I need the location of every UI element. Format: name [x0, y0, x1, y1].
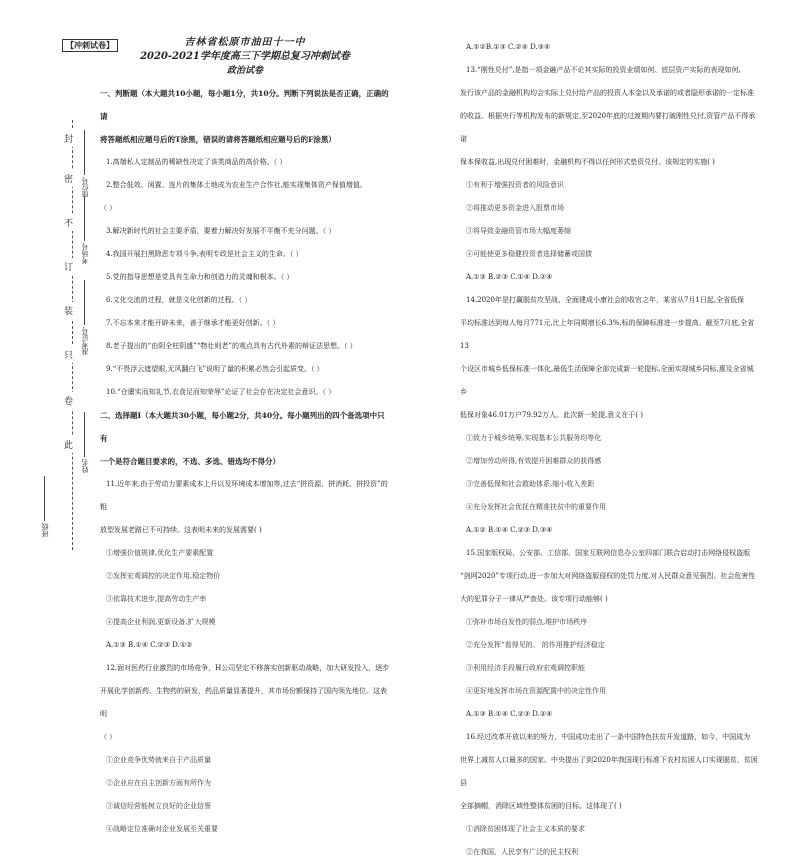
option: ④可能使更多稳健投资者选择储蓄或国债 [466, 250, 592, 258]
option: ③依靠技术进步,提高劳动生产率 [106, 595, 207, 603]
question: 11.近年来,由于劳动力要素成本上升以及环境成本增加等,过去“拼资源、拼消耗、拼投资”的粗 [100, 480, 388, 511]
admission-ticket-field[interactable]: 准考证号 [80, 280, 90, 355]
answer-choices: A.①②B.①③ C.②④ D.③④ [466, 43, 551, 51]
binding-strip [0, 0, 92, 794]
subject-title: 政治试卷 [226, 66, 263, 76]
exam-tag: 【冲刺试卷】 [62, 39, 118, 52]
question: 世界上减贫人口最多的国家。中央提出了到2020年我国现行标准下农村贫困人口实现脱贫，贫困县 [460, 756, 758, 787]
option: ③将导致金融资管市场大幅度萎缩 [466, 227, 571, 235]
school-title: 吉林省松原市油田十一中 [184, 37, 306, 48]
option: ①弥补市场自发性的弱点,维护市场秩序 [466, 618, 588, 626]
seat-number-field[interactable]: 座位号 [80, 130, 90, 198]
question: 14.2020年是打赢脱贫攻坚战、全面建成小康社会的收官之年，某省从7月1日起,全省低保 [466, 296, 745, 304]
question: 9.“不畏浮云遮望眼,无风翻白飞”说明了量的积累必然会引起质变。（ ） [106, 365, 324, 373]
binding-char: 订 [64, 258, 73, 275]
question: （ ） [100, 733, 117, 741]
option: ①有利于增强投资者的风险意识 [466, 181, 564, 189]
question: 5.党的指导思想是党具有生命力和创造力的灵魂和根本。（ ） [106, 273, 294, 281]
question: 16.经过改革开放以来的努力，中国成功走出了一条中国特色扶贫开发道路，如今，中国成为 [466, 733, 751, 741]
option: ③诚信经营能树立良好的企业信誉 [106, 802, 211, 810]
option: ②发挥宏观调控的决定作用,稳定物价 [106, 572, 221, 580]
binding-char: 装 [64, 302, 73, 319]
option: ③完善低保和社会救助体系,缩小收入差距 [466, 480, 595, 488]
exam-room-field[interactable]: 考场号 [80, 196, 90, 264]
option: ①增强价值规律,优化生产要素配置 [106, 549, 214, 557]
option: ①企业竞争优势就来自于产品质量 [106, 756, 211, 764]
option: ①消除贫困体现了社会主义本质的要求 [466, 825, 585, 833]
option: ②充分发挥“看得见的、 的作用推护经济稳定 [466, 641, 605, 649]
option: ②将推动更多资金进入股票市场 [466, 204, 564, 212]
binding-char: 封 [64, 130, 73, 147]
question: “剑网2020”专项行动,进一步加大对网络盗版侵权的处罚力度,对人民群众意见强烈、社会危害性 [460, 572, 756, 580]
option: ④更好地发挥市场在资源配置中的决定性作用 [466, 687, 606, 695]
binding-char: 只 [64, 346, 73, 363]
left-column [100, 36, 390, 841]
section-heading: 将答题纸相应题号后的T涂黑，错误的请将答题纸相应题号后的F涂黑） [100, 135, 336, 144]
option: ②企业应在自主创新方面有所作为 [106, 779, 211, 787]
answer-choices: A.①③ B.①④ C.②③ D.②④ [466, 710, 553, 718]
option: ④充分发挥社会优抚在精准扶贫中的重要作用 [466, 503, 606, 511]
question: 12.面对医药行业激烈的市场竞争，H公司坚定不移落实创新驱动战略，加大研发投入，逐步 [106, 664, 390, 672]
section-heading: 一个是符合题目要求的，不选、多选、错选均不得分） [100, 457, 280, 466]
question: 发行该产品的金融机构均会实际上兑付给产品的投资人本金以及承诺的或者隐形承诺的一定标准 [460, 89, 754, 97]
question: 保本保收益,出现兑付困难时，金融机构不得以任何形式垫资兑付。该规定的实施( ) [460, 158, 715, 166]
option: ④战略定位准确对企业发展至关重要 [106, 825, 218, 833]
question: 13.“刚性兑付”,是指一项金融产品不论其实际的投资业绩如何、底层资产实际的表现如何, [466, 66, 741, 74]
class-field[interactable]: 班级 [40, 476, 50, 537]
question: 1.高端私人定制品的稀缺性决定了该类商品的高价格。（ ） [106, 158, 287, 166]
question: 7.不忘本来才能开辟未来，善于继承才能更好创新。（ ） [106, 319, 280, 327]
binding-char: 此 [64, 436, 73, 453]
option: ②增加劳动所得,有效提升困难群众的获得感 [466, 457, 602, 465]
right-column [460, 36, 760, 864]
question: 15.国家版权局、公安部、工信部、国家互联网信息办公室四部门联合启动打击网络侵权盗版 [466, 549, 751, 557]
question: 低保对象46.01万户79.92万人。此次新一轮提,意义在于( ) [460, 411, 643, 419]
question: 全部摘帽，消除区域性整体贫困的目标。这体现了( ) [460, 802, 622, 810]
option: ①致力于城乡统筹,实现基本公共服务均等化 [466, 434, 602, 442]
option: ④提高企业利润,更新设备,扩大规模 [106, 618, 216, 626]
question: 8.老子提出的“由阴全柱阴盛”“物壮则老”的观点具有古代朴素的辩证法思想。（ ） [106, 342, 357, 350]
question: 10.“仓廪实而知礼节,衣食足而知荣辱”论证了社会存在决定社会意识。（ ） [106, 388, 336, 396]
question: 4.我国开展扫黑除恶专项斗争,表明专政是社会主义的生命。（ ） [106, 250, 303, 258]
question: 3.解决新时代的社会主要矛盾，要着力解决好发展不平衡不充分问题。（ ） [106, 227, 336, 235]
exam-title: 2020-2021学年度高三下学期总复习冲刺试卷 [140, 51, 350, 62]
option: ②在我国，人民享有广泛的民主权利 [466, 848, 578, 856]
question: 大的犯罪分子一律从严查处。该专项行动能够( ) [460, 595, 608, 603]
binding-char: 不 [64, 214, 73, 231]
binding-char: 卷 [64, 392, 73, 409]
question: 的收益。根据央行等机构发布的新规定,至2020年底的过渡期内要打破刚性兑付,资管产品不得承诺 [460, 112, 756, 143]
question: 6.文化交流的过程，就是文化创新的过程。（ ） [106, 296, 252, 304]
answer-choices: A.①② B.①④ C.②③ D.③④ [466, 526, 553, 534]
option: ③利用经济手段履行政府宏观调控职能 [466, 664, 585, 672]
binding-char: 密 [64, 170, 73, 187]
section-heading: 二、选择题Ⅰ（本大题共30小题，每小题2分，共40分。每小题列出的四个备选项中只有 [100, 411, 385, 443]
question: （ ） [100, 204, 117, 212]
question: 开展化学创新药、生物药的研发，药品质量显著提升，其市场份额保持了国内领先地位。这表明 [100, 687, 387, 718]
section-heading: 一、判断题（本大题共10小题，每小题1分，共10分。判断下列说法是否正确，正确的请 [100, 89, 389, 121]
question: 平均标准达到每人每月771元,比上年同期增长6.3%,标的保障标准进一步提高。截至7月底,全省13 [460, 319, 755, 350]
answer-choices: A.①③ B.②③ C.①④ D.②④ [466, 273, 553, 281]
question: 2.整合低效、闲置、连片的集体土地成为农业生产合作社,能实现集体资产保值增值。 [106, 181, 367, 189]
answer-choices: A.①③ B.①④ C.②③ D.①② [106, 641, 193, 649]
name-field[interactable]: 姓名 [80, 412, 90, 473]
question: 个设区市城乡低保标准一体化,最低生活保障全部完成新一轮提标,全面实现城乡同标,惠及全省城乡 [460, 365, 754, 396]
question: 放型发展老路已不可持续。这表明未来的发展需要( ) [100, 526, 262, 534]
